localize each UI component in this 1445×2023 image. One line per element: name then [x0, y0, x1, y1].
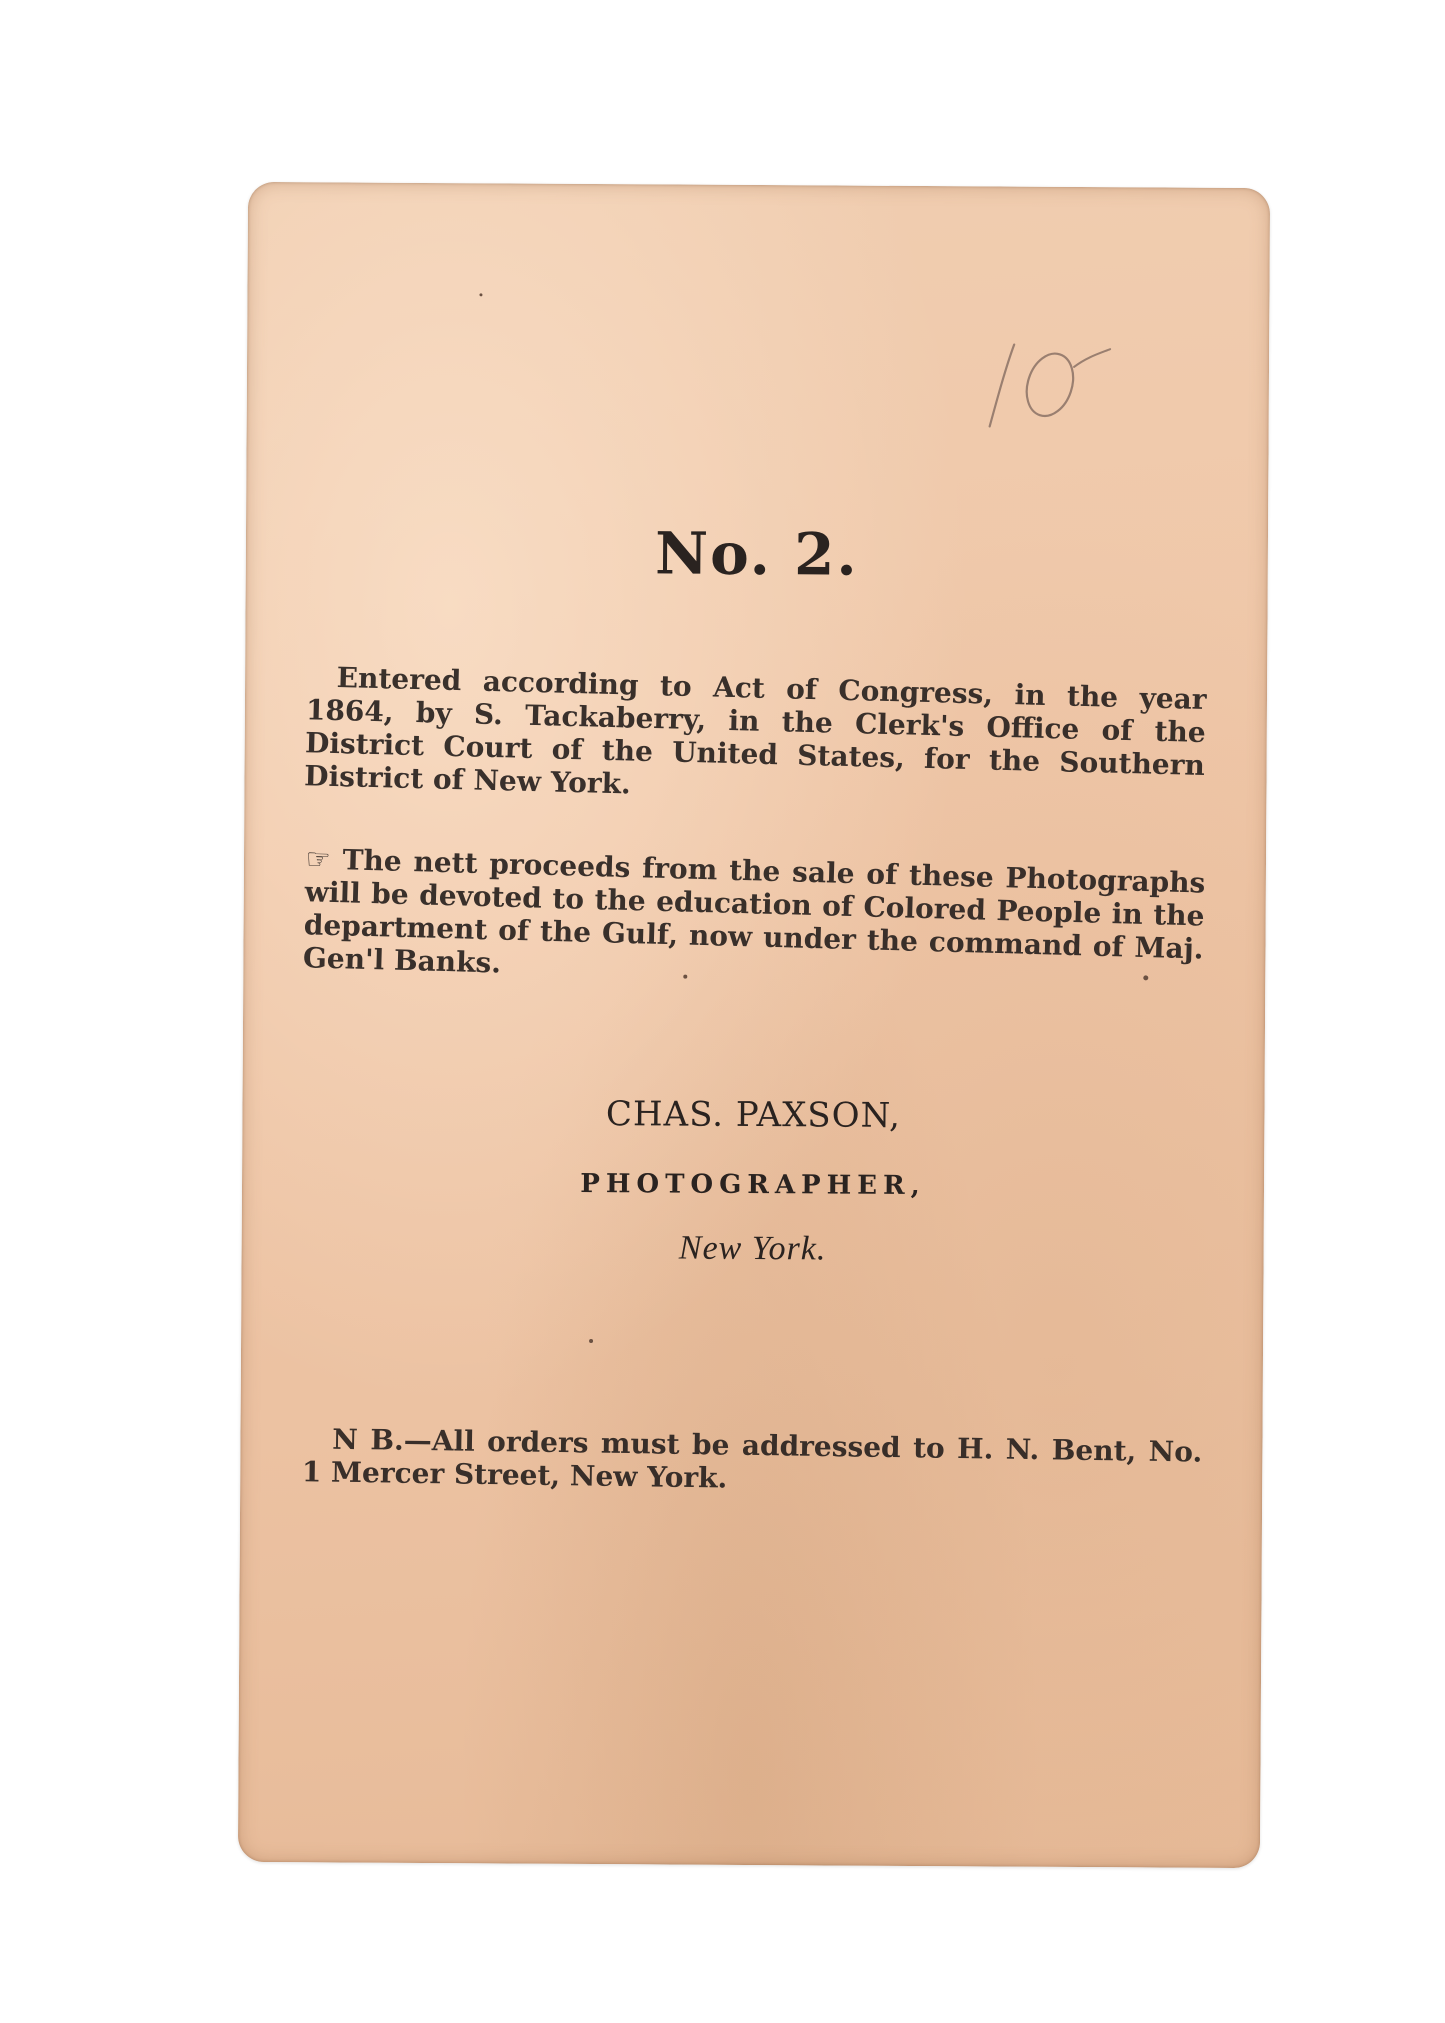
order-notice: N B.—All orders must be addressed to H. N. Bent, No. 1 Mercer Street, New York. [301, 1422, 1203, 1495]
pencil-note-text: 10 [962, 326, 964, 328]
foxing-speck [683, 975, 687, 979]
photographer-title: PHOTOGRAPHER, [580, 1168, 926, 1202]
carte-de-visite-back [238, 182, 1270, 1868]
photographer-city: New York. [678, 1229, 827, 1268]
proceeds-notice-block [303, 842, 1206, 998]
pointing-hand-icon: ☞ [305, 842, 332, 876]
card-number: No. 2. [654, 519, 859, 589]
foxing-speck [479, 293, 482, 296]
copyright-notice: Entered according to Act of Congress, in the year 1864, by S. Tackaberry, in the Clerk's Office of the District Court of the United States, for the Southern District of New York. [303, 661, 1207, 801]
pencil-note-mark [962, 326, 1113, 437]
foxing-speck [589, 1339, 593, 1343]
foxing-speck [1143, 975, 1148, 980]
proceeds-notice: The nett proceeds from the sale of these Photographs will be devoted to the education of Colored People in the department of the Gulf, now under the command of Maj. Gen'l Banks. [302, 843, 1206, 980]
photographer-name: CHAS. PAXSON, [605, 1094, 902, 1136]
